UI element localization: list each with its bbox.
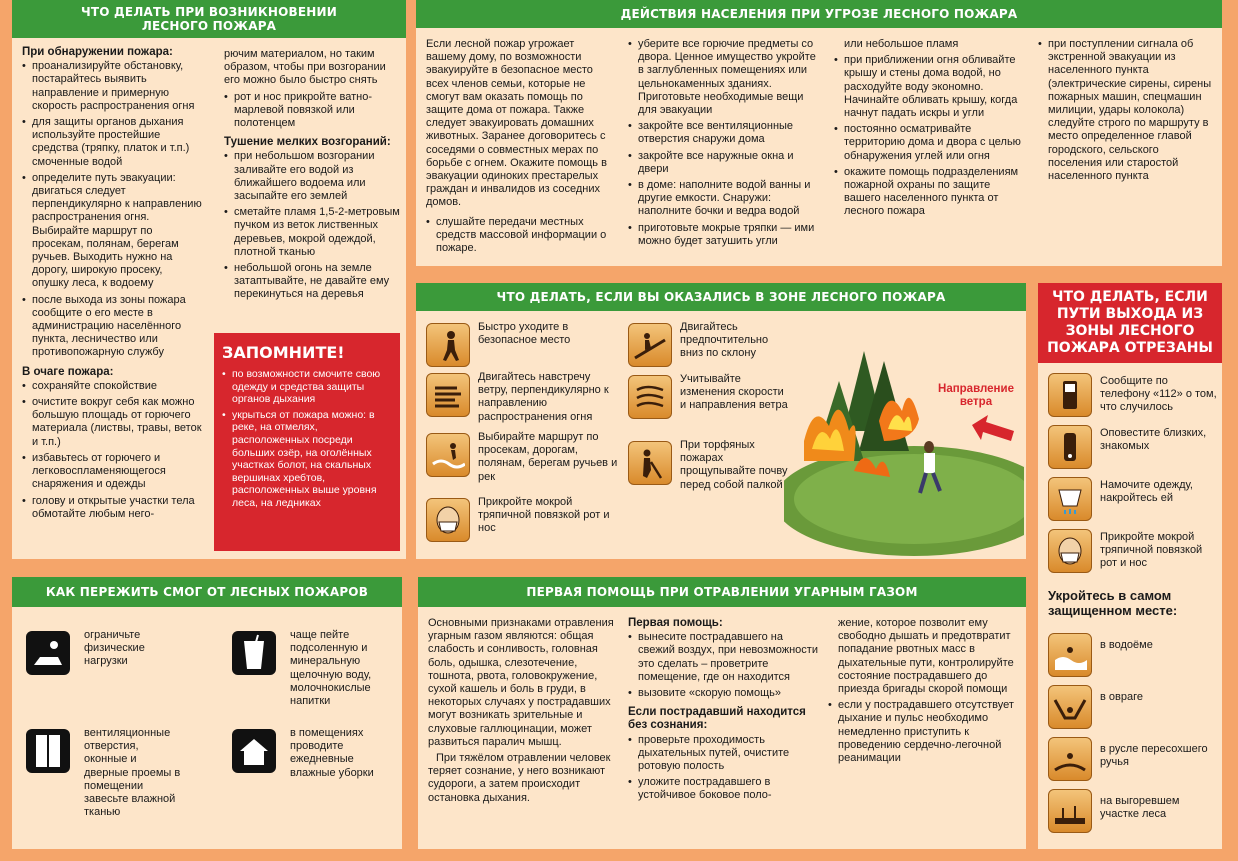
continued-text: жение, которое позволит ему свободно дышать и предотвратит попадание рвотных масс в дыхательные пути, контролируйте состояние пострадавшего до приезда бригады скорой помощи: [838, 617, 1014, 696]
header-title: ЧТО ДЕЛАТЬ, ЕСЛИ ПУТИ ВЫХОДА ИЗ ЗОНЫ ЛЕСНОГО ПОЖАРА ОТРЕЗАНЫ: [1047, 289, 1213, 356]
wind-direction-label: Направление ветра: [938, 383, 1014, 408]
list-item: • в доме: наполните водой ванны и другие емкости. Снаружи: наполните бочки и ведра водой: [628, 179, 818, 219]
pond-icon: [1048, 633, 1092, 677]
list: [1038, 38, 1214, 183]
list-item: • приготовьте мокрые тряпки — ими можно будет затушить угли: [628, 222, 818, 248]
panel-header: [416, 283, 1026, 311]
remember-title: ЗАПОМНИТЕ!: [222, 343, 345, 362]
detect-list: [22, 60, 202, 359]
mobile-icon: [1048, 425, 1092, 469]
list-item: • окажите помощь подразделениям пожарной охраны по защите вашего населенного пункта от лесного пожара: [834, 166, 1024, 219]
unconscious-list: [628, 734, 818, 803]
symptoms-text: Основными признаками отравления угарным газом являются: общая слабость и сонливость, головная боль, одышка, слезотечение, тошнота, рвота, головокружение, сухой кашель и боль в груди, в некоторых случаях у пострадавших могут возникать зрительные и слуховые галлюцинации, может развиться паралич мышц.: [428, 617, 614, 748]
section-heading: Тушение мелких возгораний:: [224, 136, 391, 149]
list-item: • при небольшом возгорании заливайте его водой из ближайшего водоема или засыпайте его землей: [224, 150, 402, 203]
panel-header: [12, 577, 402, 607]
panel-population-actions: [416, 0, 1222, 266]
section-heading: При обнаружении пожара:: [22, 46, 173, 58]
list-item: • для защиты органов дыхания используйте простейшие средства (тряпку, платок и т.п.) смоченные водой: [22, 116, 202, 169]
item-text: Двигайтесь навстречу ветру, перпендикулярно к направлению распространения огня: [478, 371, 609, 423]
item-text: в русле пересохшего ручья: [1100, 743, 1208, 769]
item-text: Быстро уходите в безопасное место: [478, 321, 571, 347]
list-item: • проверьте проходимость дыхательных путей, очистите ротовую полость: [628, 734, 818, 774]
column-right: [224, 48, 402, 305]
rest-icon: [24, 629, 72, 677]
header-title: ПЕРВАЯ ПОМОЩЬ ПРИ ОТРАВЛЕНИИ УГАРНЫМ ГАЗОМ: [526, 585, 918, 599]
list: [828, 699, 1018, 765]
panel-in-fire-zone: [416, 283, 1026, 559]
list-item: • слушайте передачи местных средств массовой информации о пожаре.: [426, 216, 616, 256]
list-item: • определите путь эвакуации: двигаться следует перпендикулярно к направлению распространения огня. Выбирайте маршрут по просекам, полянам, берегам ручьев. Выходить нужно на дорогу, широкую просеку, опушку леса, к водоему: [22, 172, 202, 291]
panel-header-red: [1038, 283, 1222, 363]
item-text: При торфяных пожарах прощупывайте почву перед собой палкой: [680, 439, 788, 491]
help-list: [628, 631, 818, 700]
header-title: ЧТО ДЕЛАТЬ, ЕСЛИ ВЫ ОКАЗАЛИСЬ В ЗОНЕ ЛЕСНОГО ПОЖАРА: [496, 290, 946, 304]
list-item: • избавьтесь от горючего и легковоспламеняющегося снаряжения и одежды: [22, 452, 202, 492]
list-item: • очистите вокруг себя как можно большую площадь от горючего материала (листвы, травы, веток и т.п.): [22, 396, 202, 449]
downhill-icon: [628, 323, 672, 367]
list: [426, 216, 616, 256]
panel-header: [12, 0, 406, 38]
list-item: • постоянно осматривайте территорию дома и двора с целью обнаружения углей или огня: [834, 123, 1024, 163]
list-item: • рот и нос прикройте ватно-марлевой повязкой или полотенцем: [224, 91, 402, 131]
item-text: Прикройте мокрой тряпичной повязкой рот и нос: [1100, 531, 1203, 570]
item-text: Оповестите близких, знакомых: [1100, 427, 1207, 453]
section-heading: В очаге пожара:: [22, 365, 114, 378]
continued-text: рючим материалом, но таким образом, чтобы при возгорании его можно было быстро снять: [224, 48, 386, 87]
list-item: • после выхода из зоны пожара сообщите о его месте в администрацию населённого пункта, лесничество или противопожарную службу: [22, 294, 202, 360]
list-item: • вызовите «скорую помощь»: [628, 687, 818, 700]
header-line-1: ЧТО ДЕЛАТЬ ПРИ ВОЗНИКНОВЕНИИ: [80, 5, 338, 19]
item-text: Сообщите по телефону «112» о том, что случилось: [1100, 375, 1217, 414]
wind-change-icon: [628, 375, 672, 419]
list-item: • если у пострадавшего отсутствует дыхание и пульс необходимо немедленно приступить к проведению сердечно-легочной реанимации: [828, 699, 1018, 765]
column-3: [834, 38, 1024, 222]
list-item: • сметайте пламя 1,5-2-метровым пучком из веток лиственных деревьев, мокрой одеждой, плотной тканью: [224, 206, 402, 259]
burned-area-icon: [1048, 789, 1092, 833]
section-heading: Первая помощь:: [628, 617, 723, 629]
wet-cloth-icon: [1048, 477, 1092, 521]
panel-smog: [12, 577, 402, 849]
column-3: [828, 617, 1018, 768]
list-item: • укрыться от пожара можно: в реке, на отмелях, расположенных посреди больших озёр, на оголённых участках болот, на скальных вершинах хребтов, расположенных выше уровня леса, на ледниках: [222, 409, 392, 510]
face-mask-icon: [1048, 529, 1092, 573]
panel-co-poisoning: [418, 577, 1026, 849]
column-2: [628, 38, 818, 251]
river-walk-icon: [426, 433, 470, 477]
column-left: [22, 46, 202, 524]
walking-person-icon: [426, 323, 470, 367]
item-text: Намочите одежду, накройтесь ей: [1100, 479, 1193, 505]
list-item: • при поступлении сигнала об экстренной эвакуации из населенного пункта (электрические сирены, сирены пожарных машин, спецмашин милиции, удары колокола) следуйте строго по маршруту в место определенное главой городского, сельского поселения или старостой населенного пункта: [1038, 38, 1214, 183]
list: [628, 38, 818, 248]
focus-list: [22, 380, 202, 521]
cont-list: [224, 91, 402, 131]
intro-text: Если лесной пожар угрожает вашему дому, по возможности эвакуируйте в безопасное место всех членов семьи, которые не смогут вам оказать помощь по защите дома от пожара. Также следует эвакуировать домашних животных. Заранее договоритесь с соседями о совместных мерах по борьбе с огнем. Окажите помощь в эвакуации одиноких престарелых граждан и инвалидов из соседних домов.: [426, 38, 607, 209]
header-title: ДЕЙСТВИЯ НАСЕЛЕНИЯ ПРИ УГРОЗЕ ЛЕСНОГО ПОЖАРА: [620, 7, 1018, 21]
stick-probe-icon: [628, 441, 672, 485]
wind-arrow-icon: [970, 413, 1016, 447]
section-heading: Если пострадавший находится без сознания:: [628, 706, 806, 732]
column-1: [428, 617, 618, 808]
item-text: Двигайтесь предпочтительно вниз по склону: [680, 321, 769, 360]
header-title: КАК ПЕРЕЖИТЬ СМОГ ОТ ЛЕСНЫХ ПОЖАРОВ: [45, 585, 369, 599]
list-item: • при приближении огня обливайте крышу и стены дома водой, но расходуйте воду экономно. Начинайте обливать крышу, когда начнут падать искры и угли: [834, 54, 1024, 120]
small-fire-list: [224, 150, 402, 301]
remember-box: [214, 333, 400, 551]
wind-icon: [426, 373, 470, 417]
item-text: на выгоревшем участке леса: [1100, 795, 1180, 821]
panel-header: [418, 577, 1026, 607]
phone-icon: [1048, 373, 1092, 417]
remember-list: [222, 368, 392, 510]
list-item: • уберите все горючие предметы со двора. Ценное имущество укройте в заглубленных помещениях или цельнокаменных зданиях. Приготовьте необходимые вещи для эвакуации: [628, 38, 818, 117]
ravine-icon: [1048, 685, 1092, 729]
item-text: Учитывайте изменения скорости и направления ветра: [680, 373, 788, 412]
item-text: в водоёме: [1100, 639, 1153, 651]
dry-stream-icon: [1048, 737, 1092, 781]
panel-exit-cut-off: [1038, 283, 1222, 849]
panel-header: [416, 0, 1222, 28]
list-item: • закройте все вентиляционные отверстия снаружи дома: [628, 120, 818, 146]
column-2: [628, 617, 818, 806]
face-mask-icon: [426, 498, 470, 542]
continued-text: или небольшое пламя: [844, 38, 959, 50]
item-text: Прикройте мокрой тряпичной повязкой рот и нос: [478, 496, 610, 535]
list-item: • вынесите пострадавшего на свежий воздух, при невозможности это сделать – проветрите помещение, где он находится: [628, 631, 818, 684]
shelter-title: Укройтесь в самом защищенном месте:: [1048, 588, 1178, 618]
drink-icon: [230, 629, 278, 677]
item-text: в овраге: [1100, 691, 1143, 703]
list-item: • голову и открытые участки тела обмотайте любым него-: [22, 495, 202, 521]
window-icon: [24, 727, 72, 775]
severe-text: При тяжёлом отравлении человек теряет сознание, у него возникают судороги, а затем происходит остановка дыхания.: [428, 752, 611, 804]
panel-forest-fire-start: [12, 0, 406, 559]
item-text: вентиляционные отверстия, оконные и дверные проемы в помещении завесьте влажной тканью: [84, 727, 181, 819]
item-text: чаще пейте подсоленную и минеральную щелочную воду, молочнокислые напитки: [290, 629, 372, 708]
header-line-2: ЛЕСНОГО ПОЖАРА: [141, 19, 277, 33]
list-item: • по возможности смочите свою одежду и средства защиты органов дыхания: [222, 368, 392, 406]
list-item: • сохраняйте спокойствие: [22, 380, 202, 393]
item-text: ограничьте физические нагрузки: [84, 629, 145, 668]
column-1: [426, 38, 616, 258]
item-text: в помещениях проводите ежедневные влажные уборки: [290, 727, 374, 779]
list-item: • закройте все наружные окна и двери: [628, 150, 818, 176]
house-icon: [230, 727, 278, 775]
list: [834, 54, 1024, 218]
list-item: • небольшой огонь на земле затаптывайте, не давайте ему перекинуться на деревья: [224, 262, 402, 302]
column-4: [1038, 38, 1214, 186]
list-item: • проанализируйте обстановку, постарайтесь выявить направление и примерную скорость распространения огня: [22, 60, 202, 113]
list-item: • уложите пострадавшего в устойчивое боковое поло-: [628, 776, 818, 802]
item-text: Выбирайте маршрут по просекам, дорогам, полянам, берегам ручьев и рек: [478, 431, 618, 483]
